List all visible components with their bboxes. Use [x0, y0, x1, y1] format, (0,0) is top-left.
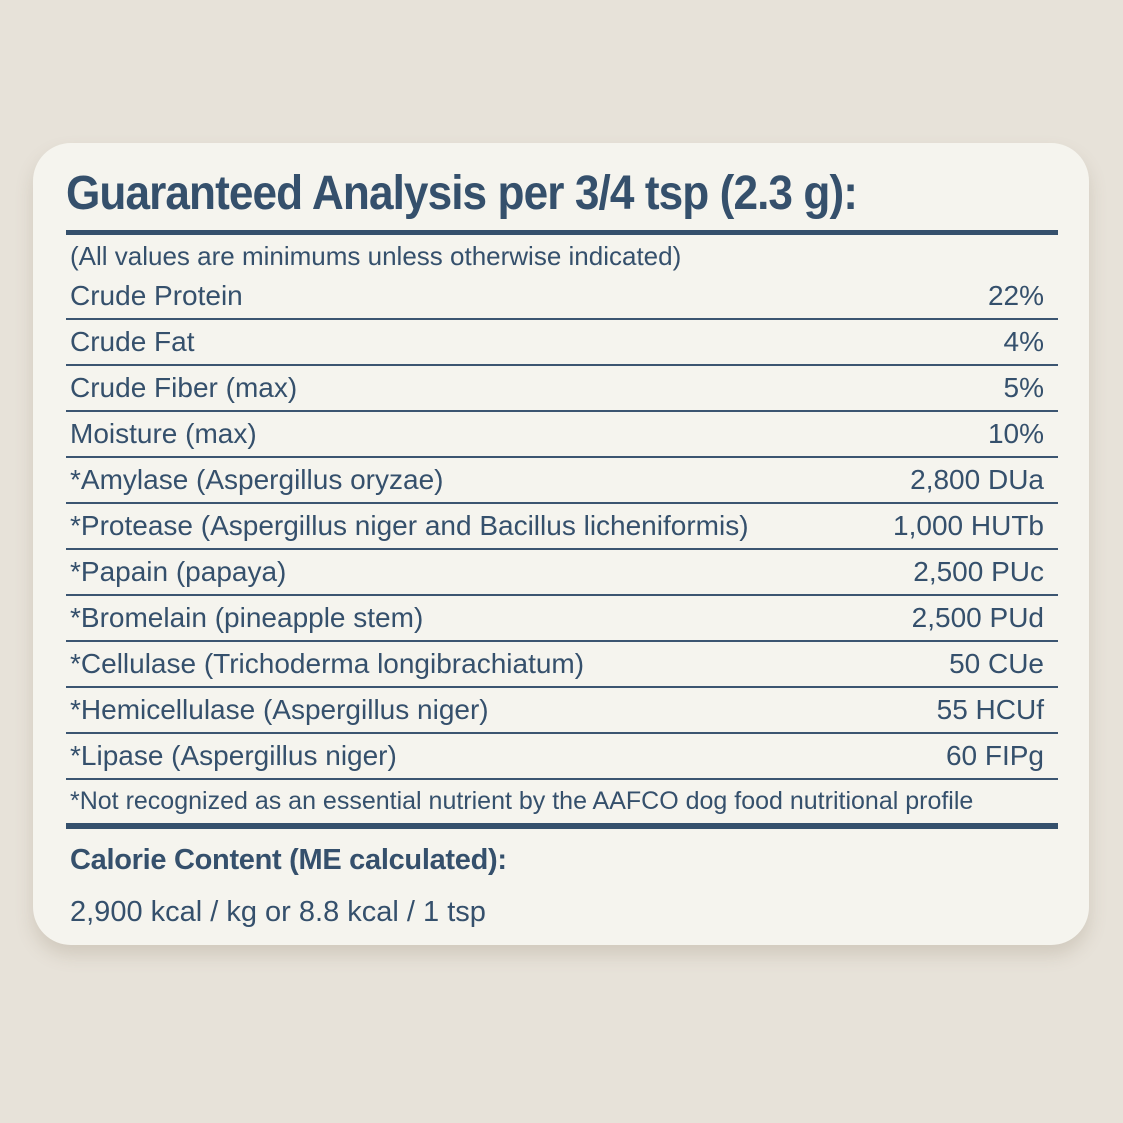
row-value: 60 FIPg — [945, 739, 1044, 771]
row-value: 55 HCUf — [936, 693, 1044, 725]
row-label: *Bromelain (pineapple stem) — [70, 601, 424, 633]
table-row — [66, 412, 1058, 458]
minimums-note: (All values are minimums unless otherwise indicated) — [70, 240, 682, 271]
calorie-content-value: 2,900 kcal / kg or 8.8 kcal / 1 tsp — [70, 895, 486, 928]
row-value: 4% — [1003, 325, 1044, 357]
row-value: 2,500 PUd — [911, 601, 1044, 633]
row-value: 50 CUe — [949, 647, 1044, 679]
row-label: Crude Fat — [70, 325, 195, 357]
row-label: *Papain (papaya) — [70, 555, 287, 587]
table-row — [66, 504, 1058, 550]
row-value: 2,800 DUa — [910, 463, 1044, 495]
row-value: 10% — [987, 417, 1044, 449]
table-row — [66, 550, 1058, 596]
row-label: *Hemicellulase (Aspergillus niger) — [70, 693, 489, 725]
table-row — [66, 596, 1058, 642]
analysis-table — [66, 274, 1058, 829]
calorie-content-heading: Calorie Content (ME calculated): — [70, 843, 507, 876]
aafco-footnote: *Not recognized as an essential nutrient by the AAFCO dog food nutritional profile — [66, 780, 1058, 829]
title-divider — [66, 230, 1058, 235]
table-row — [66, 688, 1058, 734]
table-row — [66, 320, 1058, 366]
row-label: *Lipase (Aspergillus niger) — [70, 739, 397, 771]
row-value: 2,500 PUc — [913, 555, 1044, 587]
table-row — [66, 642, 1058, 688]
row-label: *Cellulase (Trichoderma longibrachiatum) — [70, 647, 585, 679]
row-label: *Protease (Aspergillus niger and Bacillus licheniformis) — [70, 509, 749, 541]
table-row — [66, 458, 1058, 504]
row-label: Crude Fiber (max) — [70, 371, 298, 403]
guaranteed-analysis-card — [33, 143, 1089, 945]
row-label: *Amylase (Aspergillus oryzae) — [70, 463, 444, 495]
table-row — [66, 274, 1058, 320]
row-value: 5% — [1003, 371, 1044, 403]
row-value: 1,000 HUTb — [893, 509, 1044, 541]
row-label: Crude Protein — [70, 279, 243, 311]
table-row — [66, 734, 1058, 780]
row-label: Moisture (max) — [70, 417, 257, 449]
row-value: 22% — [987, 279, 1044, 311]
table-row — [66, 366, 1058, 412]
guaranteed-analysis-title: Guaranteed Analysis per 3/4 tsp (2.3 g): — [66, 167, 858, 220]
